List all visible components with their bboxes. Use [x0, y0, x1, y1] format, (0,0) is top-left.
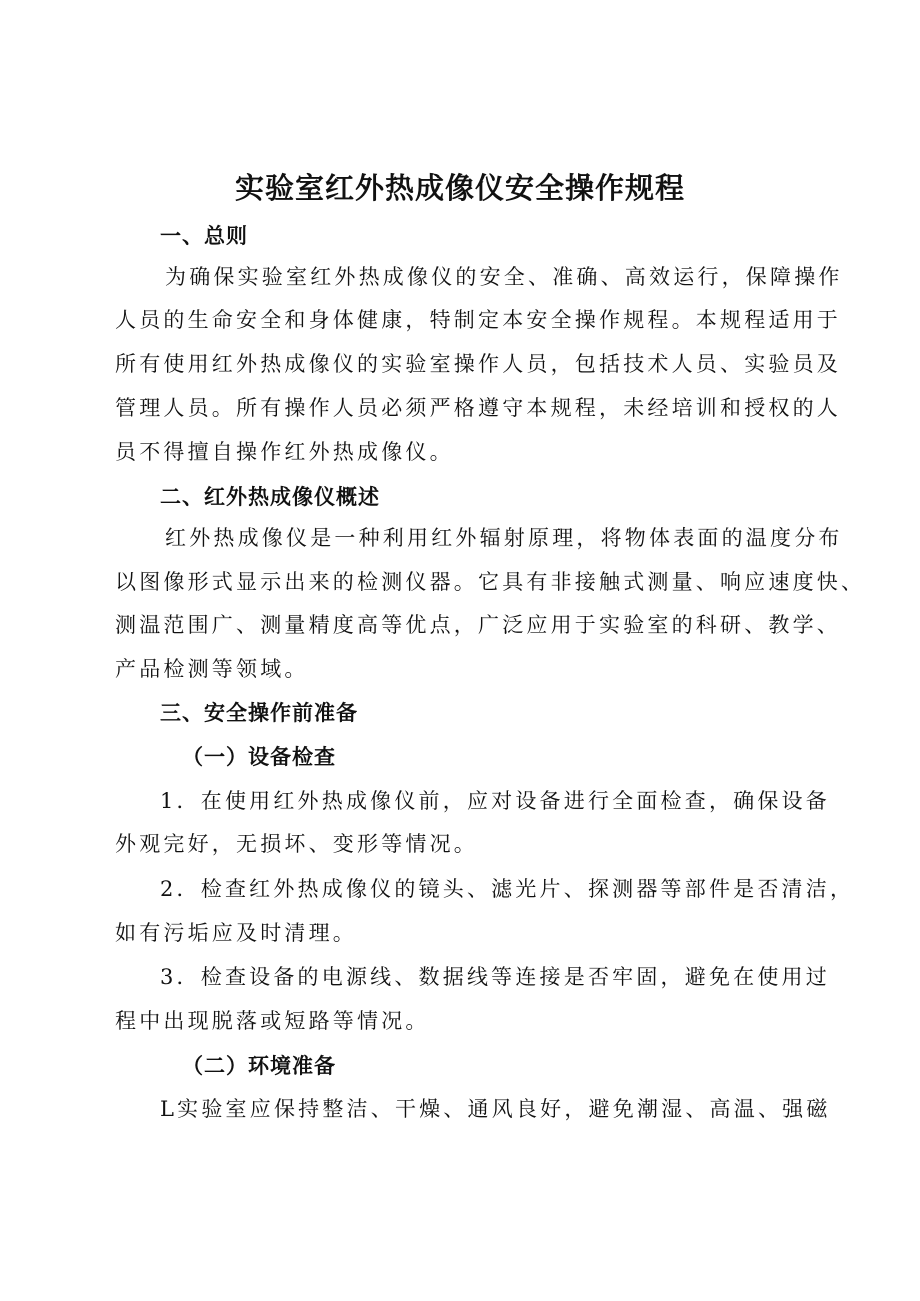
section-heading-preparation: 三、安全操作前准备: [160, 701, 358, 725]
list-item: 1．在使用红外热成像仪前，应对设备进行全面检查，确保设备: [160, 789, 830, 813]
paragraph-line: 产品检测等领域。: [115, 657, 309, 681]
list-item: 2．检查红外热成像仪的镜头、滤光片、探测器等部件是否清洁，: [160, 877, 855, 901]
subsection-heading-equipment-check: （一）设备检查: [182, 745, 336, 769]
document-title: 实验室红外热成像仪安全操作规程: [234, 171, 685, 205]
paragraph-line: 所有使用红外热成像仪的实验室操作人员，包括技术人员、实验员及: [115, 352, 841, 376]
list-item-continuation: 外观完好，无损坏、变形等情况。: [115, 832, 478, 856]
list-item: L实验室应保持整洁、干燥、通风良好，避免潮湿、高温、强磁: [160, 1097, 831, 1121]
paragraph-line: 红外热成像仪是一种利用红外辐射原理，将物体表面的温度分布: [165, 526, 843, 550]
paragraph-line: 测温范围广、测量精度高等优点，广泛应用于实验室的科研、教学、: [115, 613, 841, 637]
list-item-continuation: 如有污垢应及时清理。: [115, 921, 357, 945]
paragraph-line: 为确保实验室红外热成像仪的安全、准确、高效运行，保障操作: [165, 265, 843, 289]
list-item-continuation: 程中出现脱落或短路等情况。: [115, 1009, 430, 1033]
subsection-heading-environment: （二）环境准备: [182, 1054, 336, 1078]
paragraph-line: 人员的生命安全和身体健康，特制定本安全操作规程。本规程适用于: [115, 308, 841, 332]
paragraph-line: 员不得擅自操作红外热成像仪。: [115, 440, 454, 464]
section-heading-overview: 二、红外热成像仪概述: [160, 485, 380, 509]
list-item: 3．检查设备的电源线、数据线等连接是否牢固，避免在使用过: [160, 965, 830, 989]
section-heading-general: 一、总则: [160, 224, 248, 248]
paragraph-line: 以图像形式显示出来的检测仪器。它具有非接触式测量、响应速度快、: [115, 570, 866, 594]
paragraph-line: 管理人员。所有操作人员必须严格遵守本规程，未经培训和授权的人: [115, 396, 841, 420]
